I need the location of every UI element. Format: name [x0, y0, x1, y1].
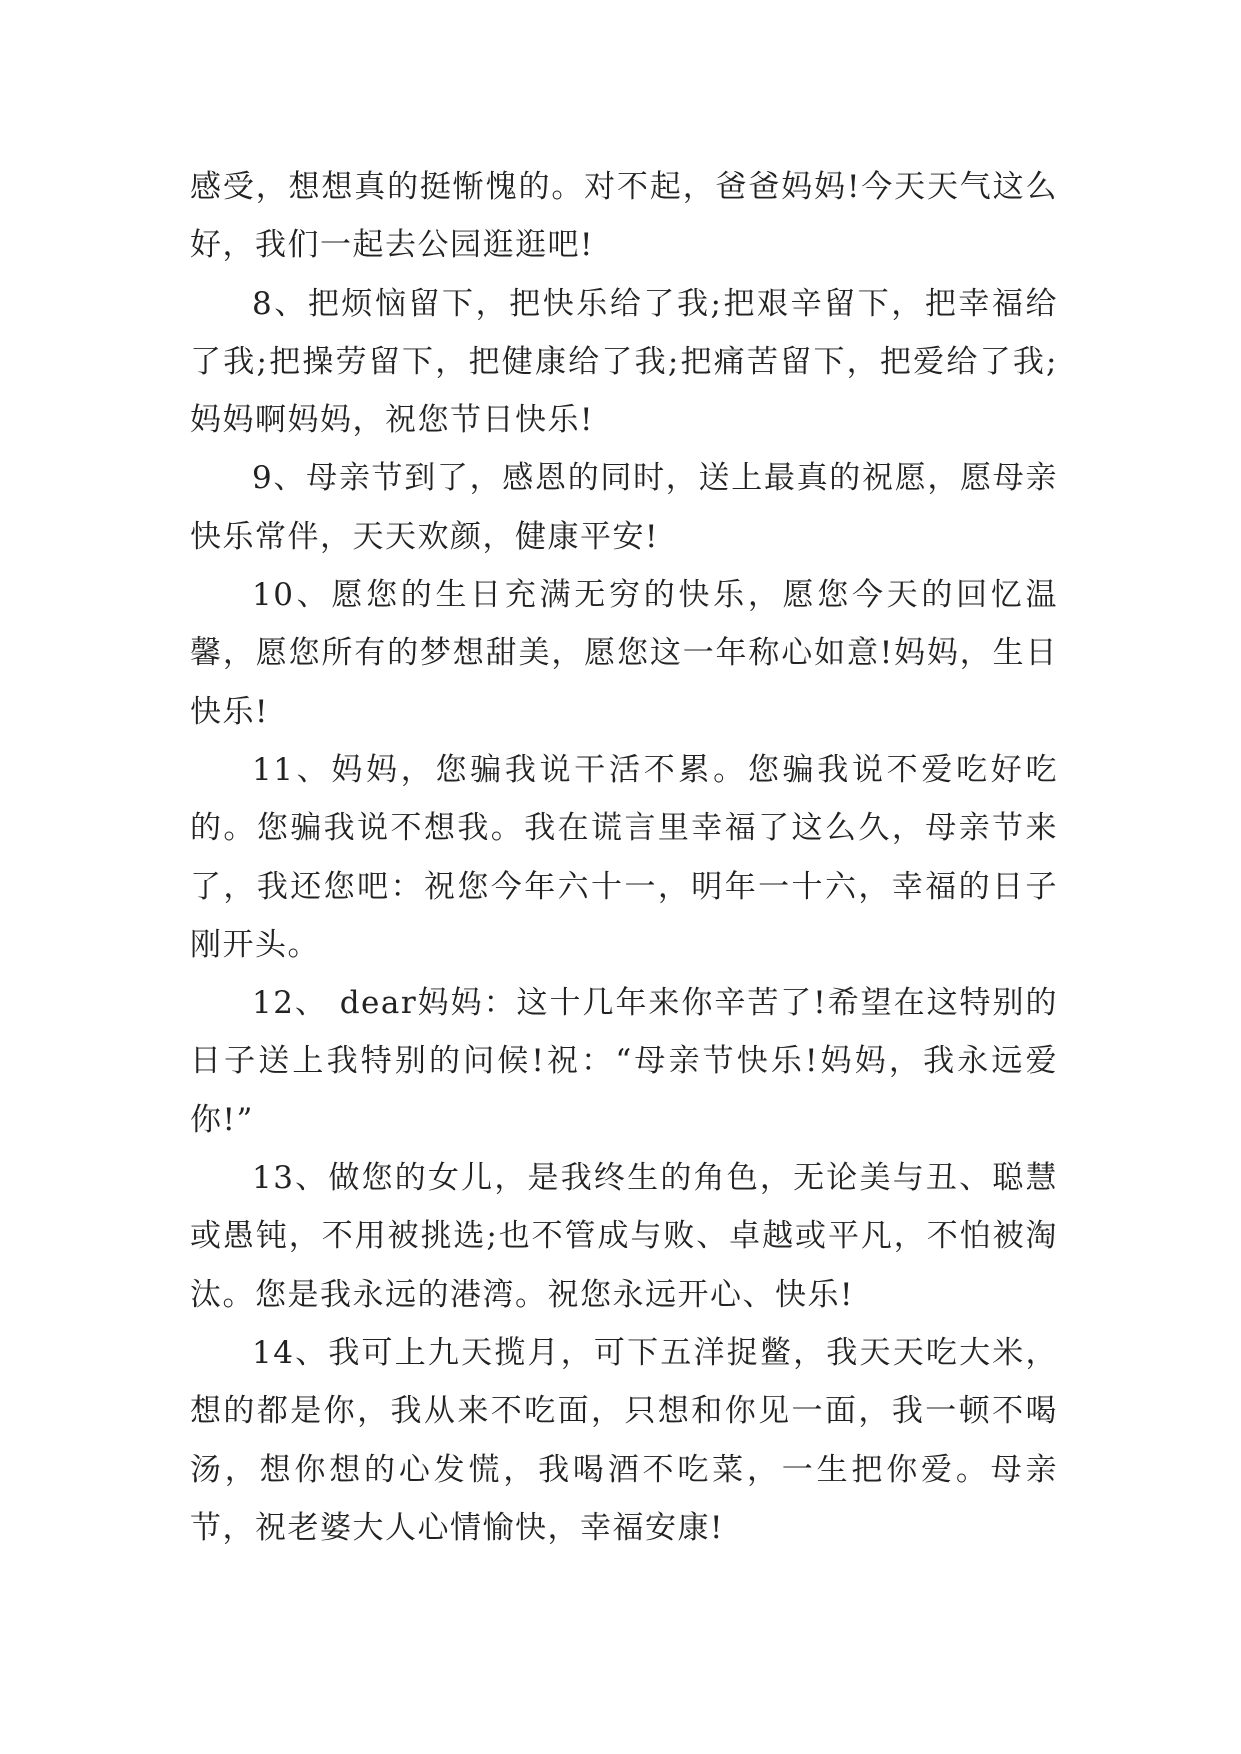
paragraph-continued: 感受，想想真的挺惭愧的。对不起，爸爸妈妈!今天天气这么好，我们一起去公园逛逛吧!	[190, 169, 1058, 264]
paragraph-item-12: 12、 dear妈妈：这十几年来你辛苦了!希望在这特别的日子送上我特别的问候!祝：“母亲节快乐!妈妈，我永远爱你!”	[190, 985, 1058, 1138]
paragraph-item-8: 8、把烦恼留下，把快乐给了我;把艰辛留下，把幸福给了我;把操劳留下，把健康给了我;把痛苦留下，把爱给了我;妈妈啊妈妈，祝您节日快乐!	[190, 285, 1058, 439]
paragraph-item-13: 13、做您的女儿，是我终生的角色，无论美与丑、聪慧或愚钝，不用被挑选;也不管成与败、卓越或平凡，不怕被淘汰。您是我永远的港湾。祝您永远开心、快乐!	[190, 1160, 1058, 1313]
paragraph-item-11: 11、妈妈，您骗我说干活不累。您骗我说不爱吃好吃的。您骗我说不想我。我在谎言里幸福了这么久，母亲节来了，我还您吧：祝您今年六十一，明年一十六，幸福的日子刚开头。	[190, 751, 1058, 963]
paragraph-item-9: 9、母亲节到了，感恩的同时，送上最真的祝愿，愿母亲快乐常伴，天天欢颜，健康平安!	[190, 460, 1058, 555]
paragraph-item-14: 14、我可上九天揽月，可下五洋捉鳖，我天天吃大米，想的都是你，我从来不吃面，只想和你见一面，我一顿不喝汤，想你想的心发慌，我喝酒不吃菜，一生把你爱。母亲节，祝老婆大人心情愉快，幸福安康!	[190, 1334, 1058, 1546]
paragraph-item-10: 10、愿您的生日充满无穷的快乐，愿您今天的回忆温馨，愿您所有的梦想甜美，愿您这一年称心如意!妈妈，生日快乐!	[190, 577, 1058, 730]
document-body	[190, 158, 1058, 1557]
